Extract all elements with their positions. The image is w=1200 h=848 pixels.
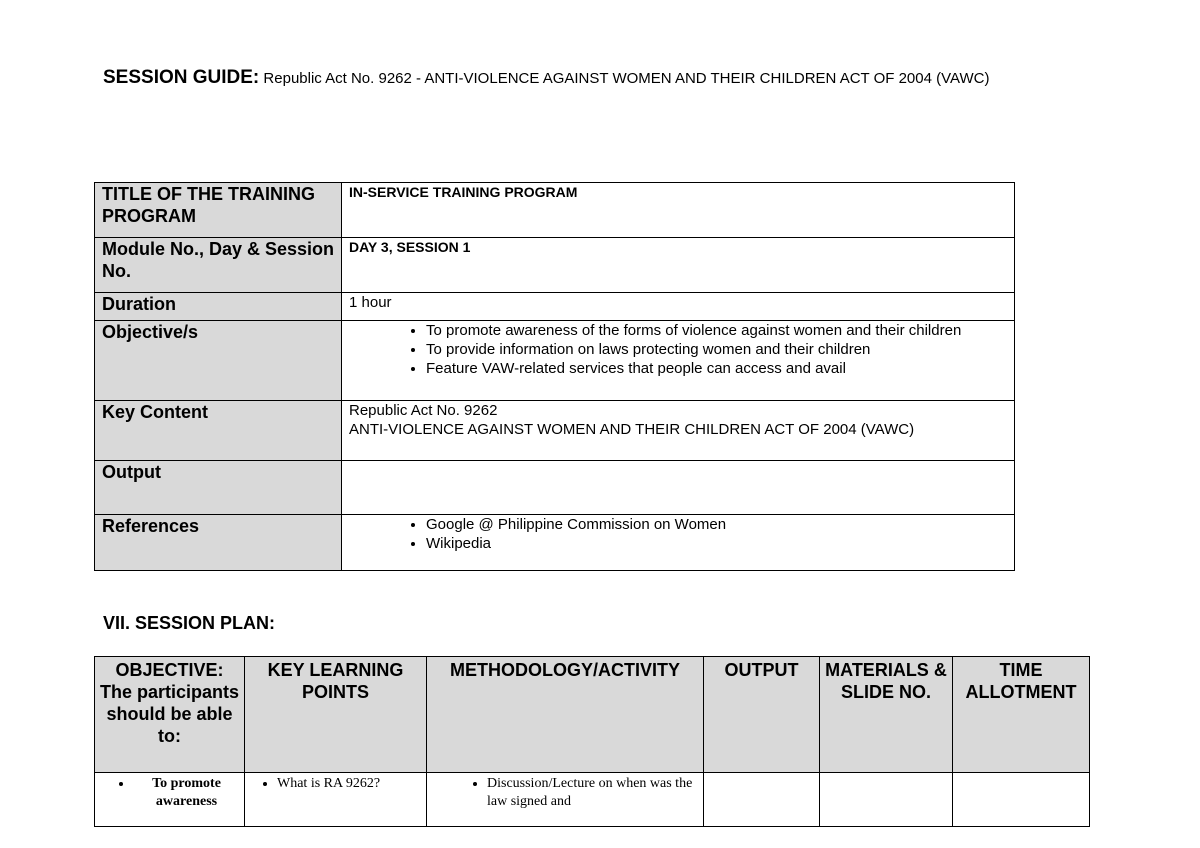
key-point-item: • What is RA 9262? bbox=[277, 775, 422, 793]
session-plan-title: VII. SESSION PLAN: bbox=[103, 613, 276, 633]
row-module bbox=[95, 238, 1015, 293]
header-methodology: METHODOLOGY/ACTIVITY bbox=[427, 657, 704, 773]
cell-output bbox=[704, 773, 820, 827]
label-duration: Duration bbox=[95, 293, 342, 321]
cell-key-point bbox=[245, 773, 427, 827]
objective-cell-list bbox=[99, 775, 240, 811]
label-module: Module No., Day & Session No. bbox=[95, 238, 342, 293]
value-duration: 1 hour bbox=[342, 293, 1015, 321]
cell-objective bbox=[95, 773, 245, 827]
label-training-program: TITLE OF THE TRAINING PROGRAM bbox=[95, 183, 342, 238]
label-references: References bbox=[95, 515, 342, 571]
reference-item: • Wikipedia bbox=[426, 534, 1010, 553]
cell-methodology bbox=[427, 773, 704, 827]
header-output: OUTPUT bbox=[704, 657, 820, 773]
value-output bbox=[342, 461, 1015, 515]
cell-materials bbox=[820, 773, 953, 827]
session-plan-header-row bbox=[95, 657, 1090, 773]
objective-item: • To promote awareness of the forms of violence against women and their children bbox=[426, 321, 1010, 340]
methodology-list bbox=[431, 775, 699, 811]
heading-label: SESSION GUIDE: bbox=[103, 67, 260, 88]
table-row bbox=[95, 773, 1090, 827]
methodology-item: • Discussion/Lecture on when was the law signed and bbox=[487, 775, 699, 811]
header-materials: MATERIALS & SLIDE NO. bbox=[820, 657, 953, 773]
row-key-content bbox=[95, 401, 1015, 461]
training-info-table bbox=[94, 182, 1015, 571]
session-plan-table bbox=[94, 656, 1090, 827]
row-duration bbox=[95, 293, 1015, 321]
key-content-line2: ANTI-VIOLENCE AGAINST WOMEN AND THEIR CHILDREN ACT OF 2004 (VAWC) bbox=[349, 421, 915, 438]
objective-cell-item: • To promote awareness bbox=[133, 775, 240, 811]
heading-text: Republic Act No. 9262 - ANTI-VIOLENCE AGAINST WOMEN AND THEIR CHILDREN ACT OF 2004 (VAWC) bbox=[263, 70, 990, 87]
cell-time bbox=[953, 773, 1090, 827]
label-objectives: Objective/s bbox=[95, 321, 342, 401]
header-objective: OBJECTIVE: The participants should be able to: bbox=[95, 657, 245, 773]
objectives-list bbox=[349, 321, 1010, 378]
value-key-content bbox=[342, 401, 1015, 461]
value-training-program: IN-SERVICE TRAINING PROGRAM bbox=[342, 183, 1015, 238]
row-objectives bbox=[95, 321, 1015, 401]
header-time-allotment: TIME ALLOTMENT bbox=[953, 657, 1090, 773]
header-key-learning-points: KEY LEARNING POINTS bbox=[245, 657, 427, 773]
objective-item: • To provide information on laws protecting women and their children bbox=[426, 340, 1010, 359]
value-references bbox=[342, 515, 1015, 571]
key-point-list bbox=[249, 775, 422, 793]
session-guide-heading bbox=[103, 68, 1093, 89]
row-references bbox=[95, 515, 1015, 571]
key-content-line1: Republic Act No. 9262 bbox=[349, 402, 498, 419]
objective-item: • Feature VAW-related services that people can access and avail bbox=[426, 359, 1010, 378]
value-module: DAY 3, SESSION 1 bbox=[342, 238, 1015, 293]
value-objectives bbox=[342, 321, 1015, 401]
row-output bbox=[95, 461, 1015, 515]
label-output: Output bbox=[95, 461, 342, 515]
references-list bbox=[349, 515, 1010, 553]
reference-item: • Google @ Philippine Commission on Women bbox=[426, 515, 1010, 534]
row-training-program bbox=[95, 183, 1015, 238]
label-key-content: Key Content bbox=[95, 401, 342, 461]
